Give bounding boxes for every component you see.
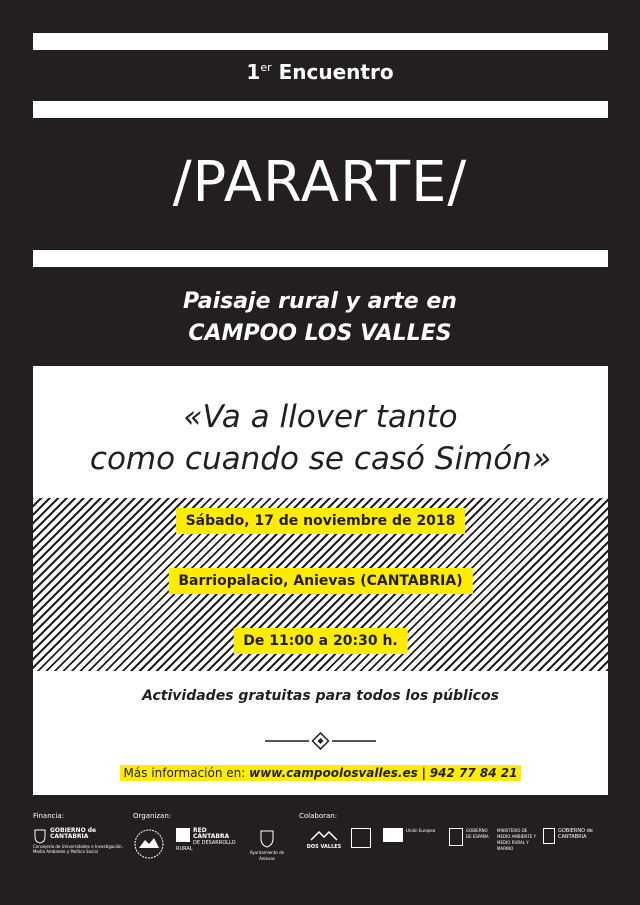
content-panel xyxy=(33,366,608,795)
union-europea-logo xyxy=(383,828,443,842)
info-separator: | xyxy=(421,766,426,780)
top-bar-1 xyxy=(33,33,608,50)
quote xyxy=(33,396,608,480)
top-bar-2 xyxy=(33,101,608,118)
encuentro-word: Encuentro xyxy=(278,60,394,84)
subtitle-line-2: CAMPOO LOS VALLES xyxy=(188,321,452,346)
quote-line-1: «Va a llover tanto xyxy=(183,399,458,435)
red-cantabra-mark-icon xyxy=(176,828,190,842)
spain-arms-icon xyxy=(449,828,463,846)
dos-valles-text: DOS VALLES xyxy=(306,844,342,850)
subtitle-line-1: Paisaje rural y arte en xyxy=(183,289,457,314)
encuentro-heading xyxy=(0,60,640,84)
place-label: Barriopalacio, Anievas (CANTABRIA) xyxy=(168,568,472,594)
gobierno-cantabria-2-text: GOBIERNO de CANTABRIA xyxy=(558,828,593,840)
encuentro-superscript: er xyxy=(260,61,272,74)
gobierno-cantabria-text: GOBIERNO de CANTABRIA xyxy=(50,827,97,840)
quote-line-2: como cuando se casó Simón» xyxy=(89,441,552,477)
phone-number: 942 77 84 21 xyxy=(429,766,518,780)
dos-valles-logo xyxy=(299,828,349,850)
more-info xyxy=(33,766,608,780)
gobierno-espana-logo xyxy=(449,828,539,852)
gobierno-cantabria-logo-2 xyxy=(543,828,605,844)
website-link[interactable]: www.campoolosvalles.es xyxy=(249,766,418,780)
more-info-highlight xyxy=(120,765,522,781)
red-cantabra-logo xyxy=(176,828,244,852)
sponsors-footer xyxy=(33,812,608,872)
coat-of-arms-icon xyxy=(33,828,47,844)
red-cantabra-sub: DE DESARROLLO RURAL xyxy=(176,840,236,852)
ministerio-text: MINISTERIO DE MEDIO AMBIENTE Y MEDIO RURAL Y MARINO xyxy=(497,828,536,851)
date-label: Sábado, 17 de noviembre de 2018 xyxy=(176,508,466,534)
activities-text: Actividades gratuitas para todos los públicos xyxy=(142,688,499,704)
subtitle xyxy=(0,286,640,350)
hours-label: De 11:00 a 20:30 h. xyxy=(233,628,407,654)
eu-flag-icon xyxy=(383,828,403,842)
top-bar-3 xyxy=(33,250,608,267)
organizan-label: Organizan: xyxy=(133,812,172,820)
consejeria-text: Consejería de Universidades e Investigación, Medio Ambiente y Política Social xyxy=(33,844,123,854)
ayuntamiento-shield-icon xyxy=(259,828,275,848)
valley-icon xyxy=(309,828,339,842)
leader-logo xyxy=(351,828,371,848)
cantabria-arms-icon xyxy=(543,828,555,844)
financia-label: Financia: xyxy=(33,812,65,820)
organizer-circle-logo xyxy=(133,828,165,862)
colaboran-label: Colaboran: xyxy=(299,812,338,820)
ayuntamiento-text: Ayuntamiento de Anievas xyxy=(249,850,285,861)
union-europea-text: Unión Europea xyxy=(406,828,436,833)
leader-mark-icon xyxy=(351,828,371,848)
striped-band xyxy=(33,498,608,671)
gobierno-espana-text: GOBIERNO DE ESPAÑA xyxy=(466,828,489,839)
event-title: /PARARTE/ xyxy=(172,150,468,215)
info-prefix: Más información en: xyxy=(123,766,246,780)
mountain-circle-icon xyxy=(133,828,165,860)
gobierno-cantabria-logo xyxy=(33,828,123,854)
encuentro-number: 1 xyxy=(246,60,261,84)
divider-diamond-icon xyxy=(265,732,376,750)
ayuntamiento-logo xyxy=(247,828,287,862)
red-cantabra-text: RED CÁNTABRA xyxy=(193,827,230,840)
